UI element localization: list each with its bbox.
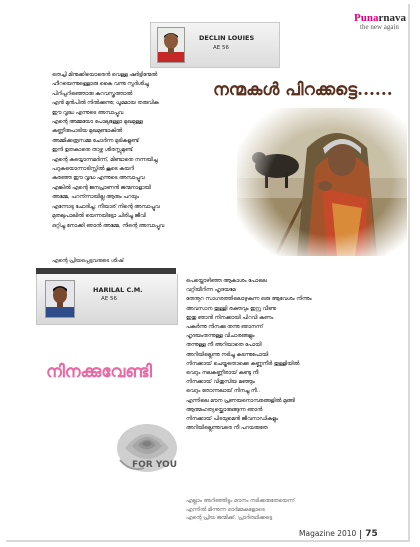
poem-2-line: എന്നിലെ മൗന പ്രണയനൊമ്പരങ്ങളിൽ മുങ്ങി: [186, 397, 295, 404]
poem-1-line: പറുകയൊന്നാടിസ്റ്റിൽ കൂടെ കയറി: [52, 166, 135, 173]
rose-caption: FOR YOU: [132, 460, 178, 470]
closing-line: എന്നിൽ മിന്നുന്ന ഓർമ്മകളോടെ: [186, 506, 265, 513]
author-box-2: [36, 274, 178, 325]
author-dept-1: AE 56: [213, 45, 229, 51]
poem-1-line: എൻ മുൻപിൽ നിൽക്കുന്നു; ധൂമമായ തരുവിക: [52, 100, 159, 107]
brand-prefix: Puna: [354, 12, 379, 24]
poem-2-line: പെയ്തൊഴിഞ്ഞ ആകാശം പോലെ: [186, 278, 267, 284]
rose-icon: [110, 420, 184, 482]
poem-1-line: ഈ വൃദ്ധ എന്നുടെ അമ്പാപ്പൂവ: [52, 109, 124, 116]
brand-tagline: the new again: [360, 23, 399, 31]
poem-2-line: തേനൂറ സാഗരത്തിലൊഴുകുന്ന ഒരു ആവേശം നിന്നും: [186, 296, 312, 303]
poem-1-signature: എന്റെ പ്രിയപ്പെട്ടവരുടെ ശിഷ്: [52, 258, 124, 264]
footer-separator: [360, 530, 361, 539]
poem-1-line: എന്റെ കയ്യൊന്നമർന്ന്, മിണ്ടാതെ നന്നയിച്ചു: [52, 156, 158, 163]
page-number: 75: [365, 529, 378, 539]
author-name-1: DECLIN LOUIES: [199, 34, 255, 42]
poem-1-line: കരഞ്ഞ ഈ വൃദ്ധ എന്നുടെ അമ്പാപ്പൂവ: [52, 175, 145, 182]
magazine-label: Magazine 2010: [299, 529, 357, 538]
author-box-1: [150, 22, 280, 68]
poem-2-line: വറ്റിയീറിന്ന ഹൃദയമേ: [186, 287, 236, 294]
poem-1-line: തെച്ചി മിനുക്കിയൊരെൻ വെള്ള ഷർട്ടിന്മേൽ: [52, 72, 158, 78]
poem-1-line: എങ്കിൽ എന്റെ ജനപ്രാണൻ ജന്മനാളായി: [52, 184, 151, 191]
poem-2-line: ഹൃദയംതന്നുള്ള വിചാരങ്ങളും: [186, 333, 255, 340]
poem-2-line: പകർന്നു നിനക്കു തന്നു ഞാനന്ന്: [186, 324, 263, 331]
poem-2-line: ആത്മഹത്യയ്ക്കൊരുങ്ങുന്ന ഞാൻ: [186, 406, 263, 413]
poem-1-line: അമ്മേ, പറന്ന്നായില്ല ആരും പറയും: [52, 194, 139, 201]
portrait-icon: [46, 281, 74, 317]
author-photo-1: [157, 27, 185, 63]
poem-1-line: ഒറ്റിച്ചു നോക്കി ഞാൻ അമ്മേ, നിന്റെ അമ്പാപ്പൂവ: [52, 222, 165, 229]
author-dept-2: AE 56: [101, 296, 117, 302]
poem-title-1: നന്മകൾ പിറക്കട്ടെ......: [213, 80, 393, 100]
poem-2-line: ഇതു ഞാൻ നിനക്കായി പിറവി കണം: [186, 314, 274, 321]
poem-1-line: ഹീറയെന്നുള്ളൊരു കൈ വന്നു സ്പർശിച്ചു: [52, 81, 149, 88]
poem-title-2: നിനക്കുവേണ്ടി: [46, 362, 152, 382]
brand-header: [354, 12, 406, 31]
poem-2-body: [186, 277, 312, 433]
author-name-2: HARILAL C.M.: [93, 286, 143, 294]
poem-2-line: അറിയില്ലെന്നുവരെ നീ പറയരുതേ: [186, 425, 268, 432]
poem-1-line: എന്നോടു ചോദിച്ചു; നീയാര് നിന്റെ അമ്പാപ്പൂവ: [52, 203, 160, 210]
poem-2-line: അറിയില്ലെന്നു നടിച്ചു കടന്നുപോയി: [186, 351, 269, 358]
rose-graphic: [110, 420, 184, 482]
page-footer: [299, 529, 378, 539]
poem-1-line: അമ്മിക്കരൂസമ്മ ചോർന്ന മുടികളുണ്ട്: [52, 137, 139, 144]
closing-line: എല്ലാം അറിഞ്ഞിട്ടും മൗനം നടിക്കരുതേയെന്ന്: [186, 498, 295, 504]
poem-1-line: കണ്ണീരുപാടിയ മുഖമുണ്ടാകിൽ: [52, 128, 123, 135]
poem-2-line: നിനക്കായ് പിടയുമെൻ ജീവനാഡികളും: [186, 416, 279, 423]
author-photo-2: [45, 280, 75, 318]
poem-2-line: വെറും നലകണ്ണീരായ് കണ്ടു നീ: [186, 370, 259, 377]
poem-1-line: പിറിപ്പറിഞ്ഞൊരു കുറവസ്ത്രത്താൽ: [52, 90, 133, 97]
closing-line: എന്റെ പ്രിയ ജന്മിക്ക്, പ്രാർത്ഥിക്കട്ടെ: [186, 515, 273, 522]
old-woman-image: [237, 108, 407, 256]
poem-2-line: അവസാന തുള്ളി രക്തവും ഇറ്റു വീണു: [186, 305, 276, 312]
poem-2-line: നിനക്കായ് വിതുമ്പിയ മഞ്ഞും: [186, 379, 255, 386]
poem-1-line: ഇനി ഉതകാതെ താഴ്ന്ന ശിരസ്സുമുണ്ട്: [52, 147, 133, 154]
poem-1-line: മുതലുപാലിൽ യെന്നയിട്ടോ ചിരിച്ചു ജീവി: [52, 213, 146, 220]
poem-2-closing: [186, 497, 295, 523]
poem-2-line: നിനക്കായ് ചെയ്തതൊക്കെ കണ്ണുനീർ തുള്ളിയിൽ: [186, 360, 300, 367]
poem-1-line: എന്റെ അമ്മയോ പോലുള്ളോ മുഖമുള്ള: [52, 119, 143, 126]
poem-1-body: [52, 71, 164, 231]
portrait-icon: [158, 28, 184, 62]
brand-suffix: rnava: [378, 12, 406, 24]
old-woman-photo: [237, 108, 407, 256]
poem-2-line: തന്നുള്ള നീ അറിയാതെ പോയി: [186, 342, 262, 349]
poem-2-line: വെറും തോന്നലായ് നിനച്ചു നീ..: [186, 388, 261, 395]
